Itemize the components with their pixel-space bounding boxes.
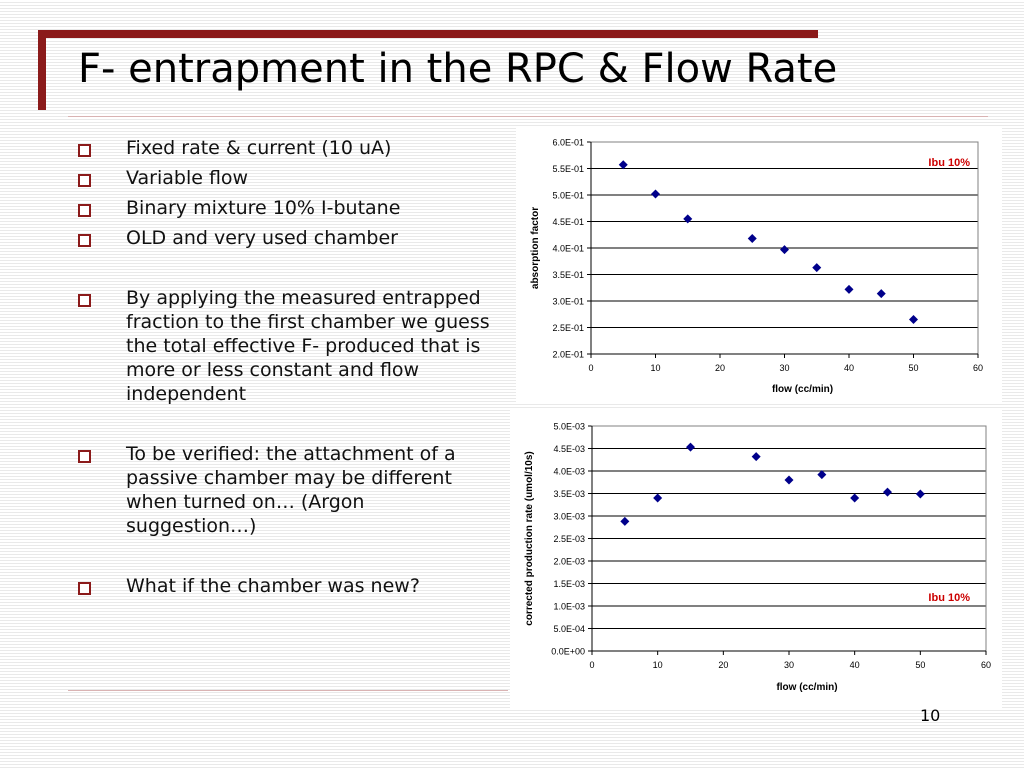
- footer-divider: [68, 690, 508, 691]
- square-bullet-icon: [78, 450, 91, 463]
- data-point: [909, 315, 918, 324]
- y-tick-label: 4.5E-03: [553, 444, 585, 454]
- x-tick-label: 0: [589, 660, 595, 670]
- bullet-item: [74, 166, 494, 190]
- x-tick-label: 50: [915, 660, 926, 670]
- y-tick-label: 5.5E-01: [552, 164, 584, 174]
- y-tick-label: 4.5E-01: [552, 217, 584, 227]
- data-point: [752, 452, 761, 461]
- slide-number: 10: [920, 706, 941, 725]
- y-tick-label: 2.0E-01: [552, 349, 584, 360]
- x-tick-label: 20: [718, 660, 729, 670]
- x-tick-label: 60: [980, 660, 992, 670]
- bullet-item: [74, 226, 494, 250]
- data-point: [651, 189, 660, 198]
- data-point: [653, 494, 662, 503]
- bullet-list: [74, 136, 494, 598]
- bullet-item: [74, 136, 494, 160]
- square-bullet-icon: [78, 294, 91, 307]
- bullet-item: [74, 442, 494, 538]
- data-point: [780, 245, 789, 254]
- y-tick-label: 2.0E-03: [553, 556, 585, 567]
- x-tick-label: 40: [843, 363, 855, 373]
- series-annotation: Ibu 10%: [928, 157, 970, 169]
- data-point: [845, 285, 854, 294]
- x-tick-label: 10: [650, 363, 661, 373]
- x-tick-label: 30: [783, 660, 795, 670]
- slide-title: F- entrapment in the RPC & Flow Rate: [78, 46, 838, 92]
- data-point: [916, 489, 925, 498]
- y-tick-label: 5.0E-01: [552, 190, 584, 201]
- x-tick-label: 0: [588, 363, 594, 373]
- bullet-text: Binary mixture 10% I-butane: [126, 197, 401, 219]
- y-tick-label: 3.5E-01: [552, 270, 584, 280]
- y-tick-label: 2.5E-03: [553, 534, 585, 544]
- bullet-text: Fixed rate & current (10 uA): [126, 137, 392, 159]
- x-tick-label: 40: [849, 660, 860, 670]
- y-tick-label: 0.0E+00: [551, 646, 585, 657]
- square-bullet-icon: [78, 204, 91, 217]
- bullet-item: [74, 286, 494, 406]
- y-tick-label: 3.0E-03: [553, 511, 585, 522]
- bullet-item: [74, 196, 494, 220]
- y-tick-label: 5.0E-03: [553, 421, 585, 432]
- series-annotation: Ibu 10%: [928, 592, 970, 604]
- y-tick-label: 1.0E-03: [553, 601, 585, 612]
- title-frame-top: [38, 30, 818, 38]
- square-bullet-icon: [78, 582, 91, 595]
- bullet-text: OLD and very used chamber: [126, 227, 398, 249]
- absorption-factor-chart-svg: [516, 126, 1002, 404]
- data-point: [850, 494, 859, 503]
- title-divider: [68, 116, 988, 117]
- data-point: [883, 488, 892, 497]
- data-point: [748, 234, 757, 243]
- absorption-factor-chart: [516, 126, 1002, 404]
- bullet-text: To be verified: the attachment of a passive chamber may be different when turned on… (Argon suggestion…): [126, 443, 456, 537]
- square-bullet-icon: [78, 144, 91, 157]
- title-frame-left: [38, 30, 46, 110]
- production-rate-chart-svg: [510, 410, 1002, 710]
- bullet-text: Variable flow: [126, 167, 249, 189]
- x-axis-label: flow (cc/min): [771, 384, 834, 395]
- y-tick-label: 5.0E-04: [553, 624, 585, 634]
- data-point: [686, 443, 695, 452]
- bullet-text: By applying the measured entrapped fraction to the first chamber we guess the total effective F- produced that is more or less constant and flow independent: [126, 287, 490, 405]
- y-axis-label: corrected production rate (umol/10s): [524, 451, 535, 626]
- bullet-text: What if the chamber was new?: [126, 575, 420, 597]
- y-tick-label: 6.0E-01: [552, 137, 584, 148]
- square-bullet-icon: [78, 174, 91, 187]
- data-point: [785, 476, 794, 485]
- x-tick-label: 10: [652, 660, 663, 670]
- production-rate-chart: [510, 410, 1002, 710]
- x-tick-label: 20: [714, 363, 726, 373]
- x-tick-label: 60: [972, 363, 984, 373]
- x-tick-label: 50: [908, 363, 919, 373]
- y-tick-label: 2.5E-01: [552, 323, 584, 333]
- data-point: [620, 517, 629, 526]
- y-tick-label: 3.5E-03: [553, 489, 585, 499]
- data-point: [812, 263, 821, 272]
- x-axis-label: flow (cc/min): [776, 682, 838, 693]
- y-tick-label: 1.5E-03: [553, 579, 585, 589]
- square-bullet-icon: [78, 234, 91, 247]
- y-axis-label: absorption factor: [530, 206, 541, 290]
- data-point: [619, 160, 628, 169]
- y-tick-label: 4.0E-03: [553, 466, 585, 477]
- y-tick-label: 4.0E-01: [552, 243, 584, 254]
- data-point: [877, 289, 886, 298]
- x-tick-label: 30: [779, 363, 790, 373]
- bullet-item: [74, 574, 494, 598]
- y-tick-label: 3.0E-01: [552, 296, 584, 307]
